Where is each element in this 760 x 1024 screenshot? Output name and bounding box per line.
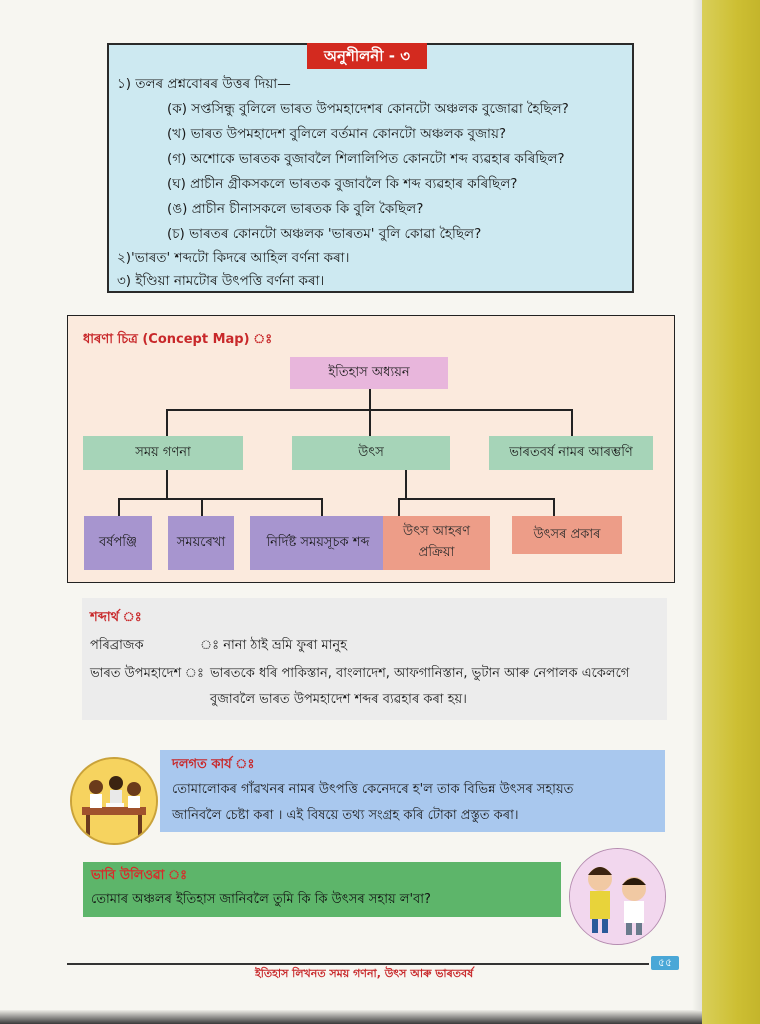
- concept-node-time-words: নিৰ্দিষ্ট সময়সূচক শব্দ: [250, 516, 386, 570]
- exercise-title: অনুশীলনী - ৩: [307, 43, 427, 69]
- connector: [369, 389, 371, 409]
- concept-node-name-origin: ভাৰতবৰ্ষ নামৰ আৰম্ভণি: [489, 436, 653, 470]
- connector: [405, 470, 407, 498]
- thinking-children-illustration: [569, 848, 666, 945]
- glossary-term: ভাৰত উপমহাদেশ ঃ: [90, 666, 204, 681]
- glossary-definition-cont: বুজাবলৈ ভাৰত উপমহাদেশ শব্দৰ ব্যৱহাৰ কৰা হয়।: [210, 692, 467, 707]
- concept-map: [67, 315, 675, 583]
- concept-map-title: ধাৰণা চিত্ৰ (Concept Map) ঃ: [83, 332, 273, 347]
- connector: [118, 498, 120, 516]
- connector: [118, 498, 322, 500]
- think-box: [83, 862, 561, 917]
- page-fold-shadow: [692, 0, 702, 1024]
- glossary-definition: ভাৰতকে ধৰি পাকিস্তান, বাংলাদেশ, আফগানিস্তান, ভুটান আৰু নেপালক একেলগে: [210, 666, 630, 681]
- concept-node-source-collection: উৎস আহৰণ প্ৰক্ৰিয়া: [383, 516, 490, 570]
- connector: [321, 498, 323, 516]
- group-activity-box: [160, 750, 665, 832]
- page-number: ৫৫: [651, 956, 679, 970]
- exercise-subquestion: (চ) ভাৰতৰ কোনটো অঞ্চলক 'ভাৰতম' বুলি কোৱা হৈছিল?: [167, 226, 482, 242]
- think-title: ভাবি উলিওৱা ঃ: [91, 868, 188, 883]
- group-activity-text: জানিবলৈ চেষ্টা কৰা । এই বিষয়ে তথ্য সংগ্ৰহ কৰি টোকা প্ৰস্তুত কৰা।: [172, 808, 519, 823]
- connector: [166, 470, 168, 498]
- group-activity-title: দলগত কাৰ্য ঃ: [172, 757, 255, 772]
- concept-node-calendar: বৰ্ষপঞ্জি: [84, 516, 152, 570]
- exercise-question-3: ৩) ইণ্ডিয়া নামটোৰ উৎপত্তি বৰ্ণনা কৰা।: [117, 273, 325, 289]
- glossary-box: [82, 598, 667, 720]
- connector: [398, 498, 554, 500]
- exercise-subquestion: (ঘ) প্ৰাচীন গ্ৰীকসকলে ভাৰতক বুজাবলৈ কি শব্দ ব্যৱহাৰ কৰিছিল?: [167, 176, 518, 192]
- exercise-subquestion: (ক) সপ্তসিন্ধু বুলিলে ভাৰত উপমহাদেশৰ কোনটো অঞ্চলক বুজোৱা হৈছিল?: [167, 101, 569, 117]
- glossary-term: পৰিব্ৰাজক: [90, 638, 144, 653]
- connector: [398, 498, 400, 516]
- connector: [369, 409, 371, 436]
- concept-node-source-types: উৎসৰ প্ৰকাৰ: [512, 516, 622, 554]
- exercise-subquestion: (ঙ) প্ৰাচীন চীনাসকলে ভাৰতক কি বুলি কৈছিল?: [167, 201, 424, 217]
- concept-node-source: উৎস: [292, 436, 450, 470]
- exercise-box: [107, 43, 634, 293]
- connector: [571, 409, 573, 436]
- exercise-question-1: ১) তলৰ প্ৰশ্নবোৰৰ উত্তৰ দিয়া—: [117, 76, 291, 92]
- children-at-desk-illustration: [70, 757, 158, 845]
- exercise-question-2: ২)'ভাৰত' শব্দটো কিদৰে আহিল বৰ্ণনা কৰা।: [117, 250, 350, 266]
- concept-map-root: ইতিহাস অধ্যয়ন: [290, 357, 448, 389]
- think-question: তোমাৰ অঞ্চলৰ ইতিহাস জানিবলৈ তুমি কি কি উৎসৰ সহায় ল'বা?: [91, 892, 431, 907]
- exercise-subquestion: (গ) অশোকে ভাৰতক বুজাবলৈ শিলালিপিত কোনটো শব্দ ব্যৱহাৰ কৰিছিল?: [167, 151, 565, 167]
- concept-node-time: সময় গণনা: [83, 436, 243, 470]
- glossary-definition: ঃ নানা ঠাই ভ্ৰমি ফুৰা মানুহ: [200, 638, 347, 653]
- glossary-title: শব্দাৰ্থ ঃ: [90, 610, 142, 625]
- connector: [201, 498, 203, 516]
- connector: [553, 498, 555, 516]
- exercise-subquestion: (খ) ভাৰত উপমহাদেশ বুলিলে বৰ্তমান কোনটো অঞ্চলক বুজায়?: [167, 126, 507, 142]
- connector: [166, 409, 168, 436]
- concept-node-timeline: সময়ৰেখা: [168, 516, 234, 570]
- yellow-page-margin: [702, 0, 760, 1024]
- footer-chapter-title: ইতিহাস লিখনত সময় গণনা, উৎস আৰু ভাৰতবৰ্ষ: [255, 967, 474, 980]
- page-bottom-edge: [0, 1010, 702, 1024]
- group-activity-text: তোমালোকৰ গাঁৱখনৰ নামৰ উৎপত্তি কেনেদৰে হ'ল তাক বিভিন্ন উৎসৰ সহায়ত: [172, 782, 574, 797]
